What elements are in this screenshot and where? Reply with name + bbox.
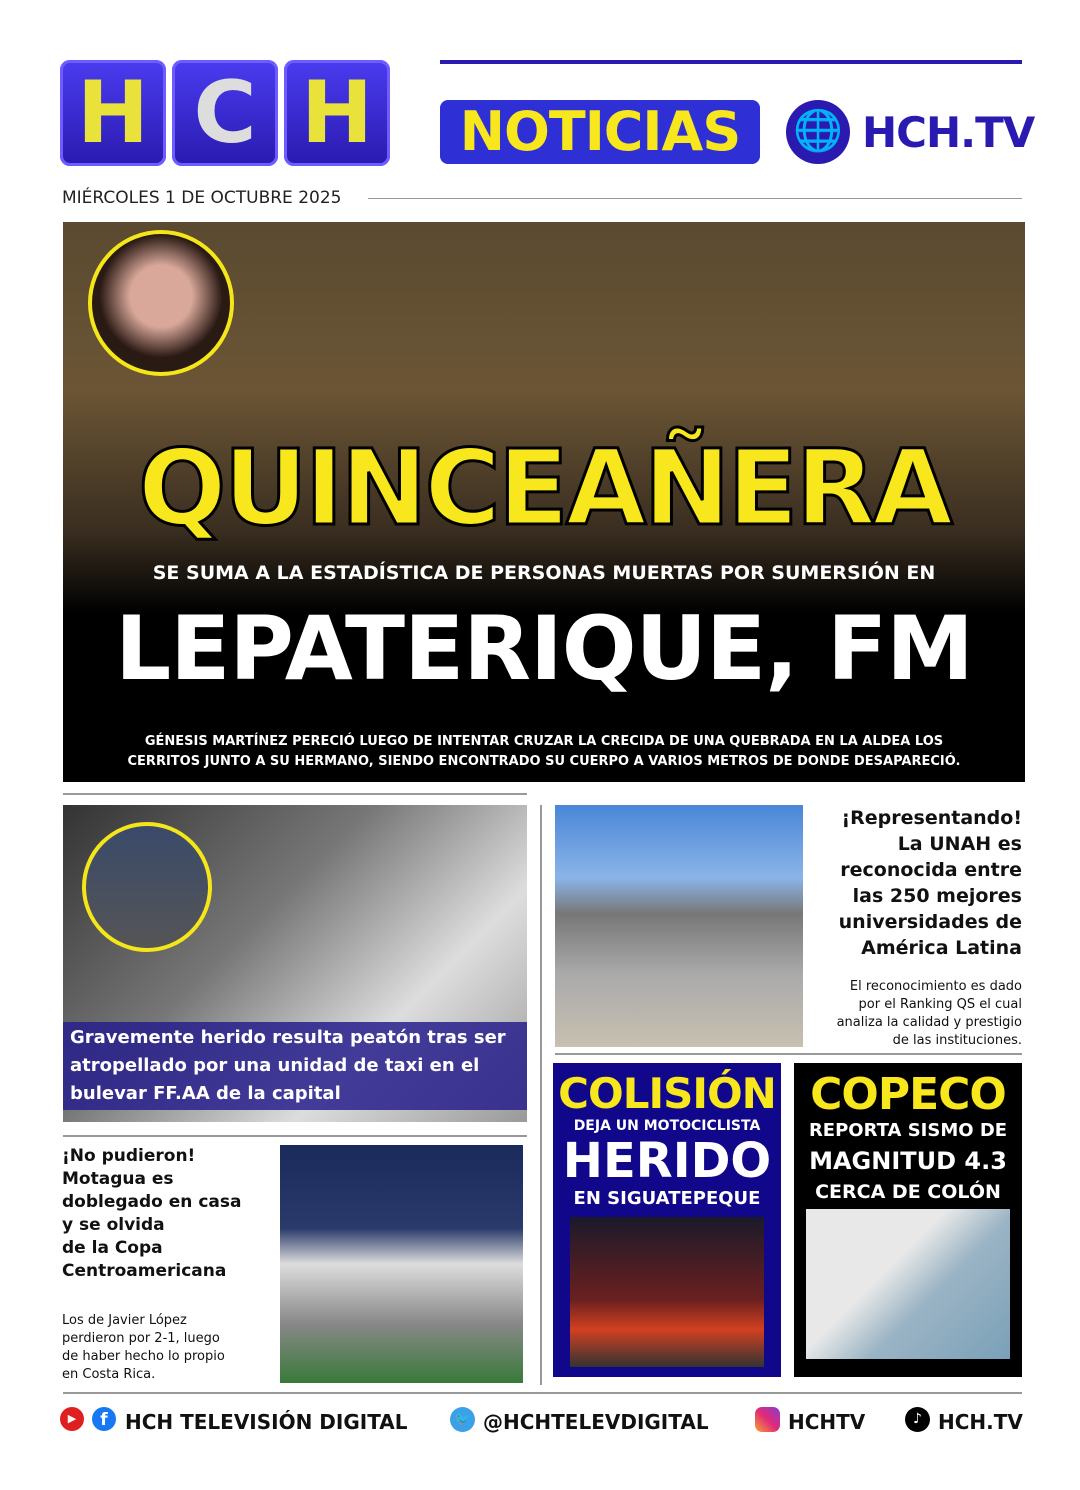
- main-place: LEPATERIQUE, FM: [115, 597, 973, 700]
- motagua-summary: Los de Javier López perdieron por 2-1, luego de haber hecho lo propio en Costa Rica.: [62, 1313, 225, 1382]
- instagram-handle[interactable]: HCHTV: [788, 1410, 866, 1434]
- divider: [63, 793, 527, 795]
- instagram-icon[interactable]: [755, 1407, 780, 1432]
- earthquake-map: [806, 1209, 1010, 1359]
- collision-line2: EN SIGUATEPEQUE: [573, 1188, 761, 1209]
- column-divider: [540, 805, 542, 1385]
- twitter-handle[interactable]: @HCHTELEVDIGITAL: [483, 1410, 709, 1434]
- victim-portrait: [88, 230, 234, 376]
- motagua-headline[interactable]: ¡No pudieron! Motagua es doblegado en casa y se olvida de la Copa Centroamericana: [62, 1146, 242, 1281]
- facebook-icon[interactable]: f: [92, 1407, 116, 1431]
- site-name[interactable]: HCH.TV: [862, 108, 1035, 157]
- main-story-photo[interactable]: [63, 222, 1025, 782]
- footer-rule: [63, 1392, 1022, 1394]
- divider: [555, 1053, 1022, 1055]
- facebook-handle[interactable]: HCH TELEVISIÓN DIGITAL: [125, 1410, 408, 1434]
- logo-letter-h: H: [60, 60, 166, 166]
- unah-photo[interactable]: [555, 805, 803, 1047]
- twitter-icon[interactable]: 🐦: [450, 1407, 475, 1432]
- copeco-line2: CERCA DE COLÓN: [815, 1181, 1001, 1203]
- main-headline: QUINCEAÑERA: [137, 427, 951, 549]
- copeco-story[interactable]: [794, 1063, 1022, 1377]
- youtube-icon[interactable]: ▶: [60, 1407, 84, 1431]
- collision-story[interactable]: [553, 1063, 781, 1377]
- taxi-caption: Gravemente herido resulta peatón tras ser atropellado por una unidad de taxi en el bulevar FF.AA de la capital: [63, 1022, 527, 1110]
- date: MIÉRCOLES 1 DE OCTUBRE 2025: [62, 188, 342, 208]
- collision-big: HERIDO: [562, 1133, 772, 1189]
- globe-icon: 🌐: [786, 100, 850, 164]
- tiktok-handle[interactable]: HCH.TV: [938, 1410, 1023, 1434]
- unah-summary: El reconocimiento es dado por el Ranking QS el cual analiza la calidad y prestigio de las instituciones.: [836, 979, 1022, 1048]
- logo-letter-c: C: [172, 60, 278, 166]
- motagua-photo[interactable]: [280, 1145, 523, 1383]
- collision-title: COLISIÓN: [558, 1069, 776, 1118]
- unah-headline[interactable]: ¡Representando! La UNAH es reconocida entre las 250 mejores universidades de América Latina: [838, 807, 1022, 959]
- header-rule: [440, 60, 1022, 64]
- copeco-title: COPECO: [810, 1069, 1006, 1120]
- accident-inset: [82, 822, 212, 952]
- copeco-big: MAGNITUD 4.3: [809, 1147, 1007, 1175]
- main-subtitle: SE SUMA A LA ESTADÍSTICA DE PERSONAS MUERTAS POR SUMERSIÓN EN: [152, 562, 936, 584]
- date-rule: [368, 198, 1022, 199]
- collision-line1: DEJA UN MOTOCICLISTA: [573, 1118, 761, 1134]
- collision-photo: [570, 1217, 764, 1367]
- divider: [63, 1135, 527, 1137]
- logo-letter-h2: H: [284, 60, 390, 166]
- section-label: NOTICIAS: [440, 100, 760, 164]
- copeco-line1: REPORTA SISMO DE: [808, 1120, 1008, 1141]
- tiktok-icon[interactable]: ♪: [905, 1407, 930, 1432]
- taxi-story-photo[interactable]: [63, 805, 527, 1122]
- main-summary: GÉNESIS MARTÍNEZ PERECIÓ LUEGO DE INTENTAR CRUZAR LA CRECIDA DE UNA QUEBRADA EN LA ALDEA LOS CERRITOS JUNTO A SU HERMANO, SIENDO ENCONTRADO SU CUERPO A VARIOS METROS DE DONDE DESAPARECIÓ.: [127, 734, 961, 769]
